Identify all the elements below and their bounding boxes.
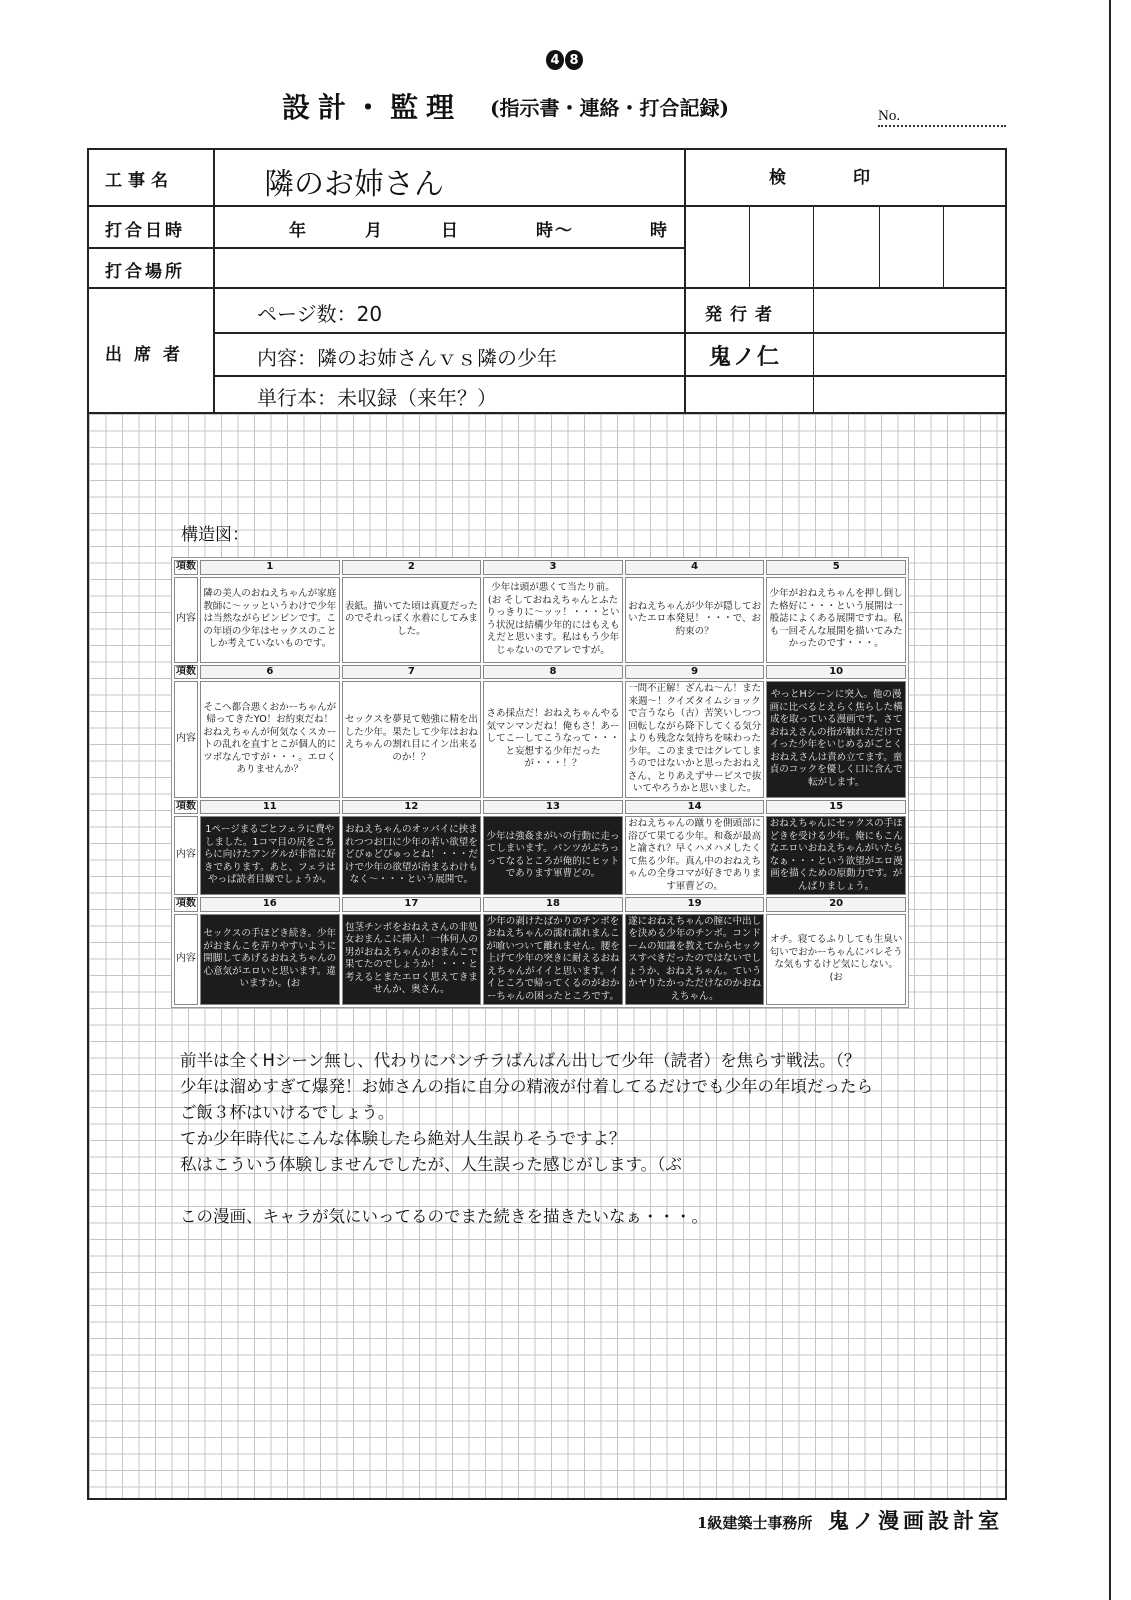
book-status: 単行本：未収録（来年？） [257, 386, 497, 410]
panel-note: 一問不正解！ざんね〜ん！また来週〜！クイズタイムショックで言うなら（古）苦笑いしつつ回転しながら降下してくる気分よりも残念な気持ちを味わった少年。このままではグレてしまうのではないかと思ったおねえさん、とりあえずサービスで抜いてやろうかと思いました。 [625, 681, 765, 798]
page-digit: 4 [546, 50, 564, 70]
content-label: 内容 [174, 681, 198, 798]
item-label: 項数 [174, 665, 198, 680]
meeting-date-label: 打合日時 [105, 221, 185, 241]
panel-number: 5 [766, 560, 906, 575]
panel-number: 12 [342, 800, 482, 815]
panel-note: 少年の剥けたばかりのチンポをおねえちゃんの濡れ濡れまんこが喰いついて離れません。腰を上げて少年の突きに耐えるおねえちゃんがイイと思います。イイところで帰ってくるのがおかーちゃんの困ったところです。 [483, 914, 623, 1006]
panel-number: 11 [200, 800, 340, 815]
panel-number: 18 [483, 897, 623, 912]
content-label: 内容 [174, 816, 198, 895]
panel-note: おねえちゃんのオッパイに挟まれつつお口に少年の若い欲望をどぴゅどぴゅっとね！・・・だけで少年の欲望が治まるわけもなく〜・・・という展開で。 [342, 816, 482, 895]
number-field: No. [878, 108, 1006, 127]
comment-line: ご飯３杯はいけるでしょう。 [180, 1103, 395, 1122]
form-title: 設計・監理 [282, 91, 463, 124]
footer [697, 1505, 1003, 1535]
content-label: 内容 [174, 577, 198, 663]
meeting-place-label: 打合場所 [105, 262, 185, 282]
panel-number: 15 [766, 800, 906, 815]
structure-table [171, 557, 909, 1008]
panel-note: オチ。寝てるふりしても生臭い匂いでおかーちゃんにバレそうな気もするけど気にしない。(お [766, 914, 906, 1006]
project-name-label: 工事名 [105, 171, 174, 191]
panel-note: 遂におねえちゃんの膣に中出しを決める少年のチンポ。コンドームの知識を教えてからセックスすべきだったのではないでしょうか、おねえちゃん。ていうかヤりたかっただけなのかおねえちゃん。 [625, 914, 765, 1006]
meeting-date-value: 年 月 日 時〜 時 [289, 221, 669, 241]
comment-line: この漫画、キャラが気にいってるのでまた続きを描きたいなぁ・・・。 [180, 1207, 708, 1226]
panel-note: さあ採点だ！おねえちゃんやる気マンマンだね！俺もさ！あーしてこーしてこうなって・・・と妄想する少年だったが・・・！？ [483, 681, 623, 798]
publisher-label: 発行者 [705, 305, 780, 325]
comment-line [180, 1178, 980, 1204]
footer-office: 1級建築士事務所 [696, 1514, 813, 1532]
panel-number: 13 [483, 800, 623, 815]
panel-note: 表紙。描いてた頃は真夏だったのでそれっぽく水着にしてみました。 [342, 577, 482, 663]
inspection-label: 検 印 [769, 168, 874, 188]
panel-note: やっとHシーンに突入。他の漫画に比べるとえらく焦らした構成を取っている漫画です。さておねえさんの指が触れただけでイった少年をいじめるがごとくおねえさんは責め立てます。童貞のコックを優しく口に含んで転がします。 [766, 681, 906, 798]
panel-number: 14 [625, 800, 765, 815]
panel-note: 包茎チンポをおねえさんの非処女おまんこに挿入！一体何人の男がおねえちゃんのおまんこで果てたのでしょうか！・・・と考えるとまたエロく思えてきませんか、奥さん。 [342, 914, 482, 1006]
panel-number: 8 [483, 665, 623, 680]
attendees-label: 出席者 [105, 345, 192, 365]
footer-studio: 鬼ノ漫画設計室 [828, 1508, 1003, 1533]
panel-note: 1ページまるごとフェラに費やしました。1コマ目の尻をこちらに向けたアングルが非常に好きであります。あと、フェラはやっぱ読者目線でしょうか。 [200, 816, 340, 895]
panel-note: 隣の美人のおねえちゃんが家庭教師に〜ッッというわけで少年は当然ながらビンビンです。この年頃の少年はセックスのことしか考えていないものです。 [200, 577, 340, 663]
body-content [171, 520, 971, 1230]
comment-line: 少年は溜めすぎて爆発！お姉さんの指に自分の精液が付着してるだけでも少年の年頃だったら [180, 1077, 873, 1096]
structure-label: 構造図： [181, 525, 249, 545]
page-number [546, 50, 583, 70]
panel-number: 20 [766, 897, 906, 912]
comment-block [180, 1048, 980, 1230]
content-summary: 内容：隣のお姉さんｖｓ隣の少年 [257, 346, 557, 370]
panel-note: おねえちゃんが少年が隠しておいたエロ本発見！・・・で、お約束の？ [625, 577, 765, 663]
header-table [89, 150, 1005, 414]
publisher-value: 鬼ノ仁 [709, 344, 782, 370]
comment-line: 私はこういう体験しませんでしたが、人生誤った感じがします。（ぶ [180, 1155, 682, 1174]
panel-number: 3 [483, 560, 623, 575]
item-label: 項数 [174, 800, 198, 815]
panel-number: 1 [200, 560, 340, 575]
item-label: 項数 [174, 560, 198, 575]
item-label: 項数 [174, 897, 198, 912]
form-subtitle: (指示書・連絡・打合記録) [490, 96, 729, 120]
page-count: ページ数：20 [257, 302, 383, 326]
panel-number: 17 [342, 897, 482, 912]
panel-note: セックスを夢見て勉強に精を出した少年。果たして少年はおねえちゃんの割れ目にイン出来るのか！？ [342, 681, 482, 798]
content-label: 内容 [174, 914, 198, 1006]
panel-number: 10 [766, 665, 906, 680]
project-name-value: 隣のお姉さん [264, 167, 444, 202]
panel-note: おねえちゃんにセックスの手ほどきを受ける少年。俺にもこんなエロいおねえちゃんがいたらなぁ・・・という欲望がエロ漫画を描くための原動力です。がんばりましょう。 [766, 816, 906, 895]
panel-number: 7 [342, 665, 482, 680]
panel-note: セックスの手ほどき続き。少年がおまんこを弄りやすいように開脚してあげるおねえちゃんの心意気がエロいと思います。違いますか。(お [200, 914, 340, 1006]
comment-line: 前半は全くHシーン無し、代わりにパンチラばんばん出して少年（読者）を焦らす戦法。（？ [180, 1051, 861, 1070]
page-edge [1109, 0, 1111, 1600]
panel-note: おねえちゃんの蹴りを側頭部に浴びて果てる少年。和姦が最高と諭され？早くハメハメしたくて焦る少年。真ん中のおねえちゃんの全身コマが好きであります軍曹どの。 [625, 816, 765, 895]
page-digit: 8 [565, 50, 583, 70]
panel-note: そこへ都合悪くおかーちゃんが帰ってきたYO！お約束だね！おねえちゃんが何気なくスカートの乱れを直すとこが個人的にツボなんですが・・・。エロくありませんか？ [200, 681, 340, 798]
panel-number: 4 [625, 560, 765, 575]
panel-number: 6 [200, 665, 340, 680]
panel-number: 2 [342, 560, 482, 575]
panel-number: 16 [200, 897, 340, 912]
panel-note: 少年は頭が悪くて当たり前。(お そしておねえちゃんとふたりっきりに〜ッッ！・・・という状況は結構少年的にはもえもえだと思います。私はもう少年じゃないのでアレですが。 [483, 577, 623, 663]
comment-line: てか少年時代にこんな体験したら絶対人生誤りそうですよ？ [180, 1129, 626, 1148]
panel-note: 少年がおねえちゃんを押し倒した格好に・・・という展開は一般誌によくある展開ですね。私も一回そんな展開を描いてみたかったのです・・・。 [766, 577, 906, 663]
panel-number: 9 [625, 665, 765, 680]
panel-number: 19 [625, 897, 765, 912]
panel-note: 少年は強姦まがいの行動に走ってしまいます。パンツがぶちっってなるところが俺的にヒットであります軍曹どの。 [483, 816, 623, 895]
form-frame [87, 148, 1007, 1500]
